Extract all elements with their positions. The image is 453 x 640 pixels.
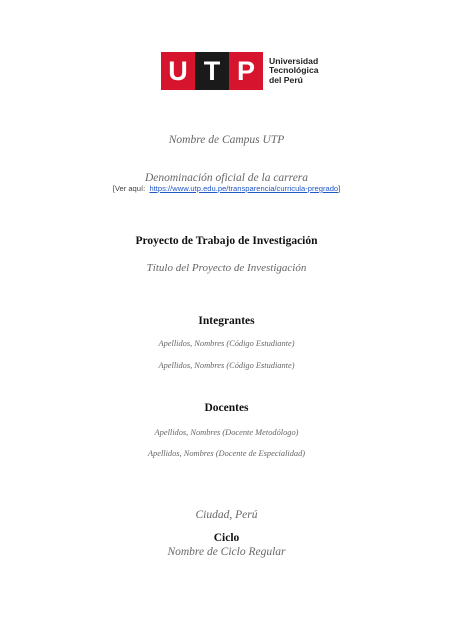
link-suffix: ]: [338, 184, 341, 193]
student-entry: Apellidos, Nombres (Código Estudiante): [158, 339, 295, 348]
link-prefix: [Ver aquí:: [112, 184, 146, 193]
logo-wordmark: [269, 57, 319, 86]
logo-line-1: Universidad: [269, 55, 319, 66]
student-entry: Apellidos, Nombres (Código Estudiante): [158, 361, 295, 370]
teacher-entry: Apellidos, Nombres (Docente Metodólogo): [154, 428, 299, 437]
city-country: Ciudad, Perú: [195, 509, 258, 521]
logo-line-3: del Perú: [269, 74, 303, 85]
logo-letter-p: P: [229, 52, 263, 90]
logo-line-2: Tecnológica: [269, 65, 319, 76]
campus-name: Nombre de Campus UTP: [168, 134, 285, 146]
logo-letters: [161, 52, 263, 90]
career-name: Denominación oficial de la carrera: [144, 172, 309, 184]
utp-logo: [161, 52, 331, 90]
logo-letter-u: U: [161, 52, 195, 90]
teacher-entry: Apellidos, Nombres (Docente de Especialidad): [147, 449, 306, 458]
integrantes-heading: Integrantes: [198, 315, 255, 327]
ciclo-heading: Ciclo: [213, 532, 240, 544]
ciclo-name: Nombre de Ciclo Regular: [167, 546, 286, 558]
project-heading: Proyecto de Trabajo de Investigación: [135, 235, 318, 247]
curricula-link-line: [0, 184, 453, 193]
project-title: Título del Proyecto de Investigación: [146, 262, 307, 274]
docentes-heading: Docentes: [204, 402, 249, 414]
logo-letter-t: T: [195, 52, 229, 90]
curricula-link[interactable]: https://www.utp.edu.pe/transparencia/curricula-pregrado: [149, 184, 339, 193]
